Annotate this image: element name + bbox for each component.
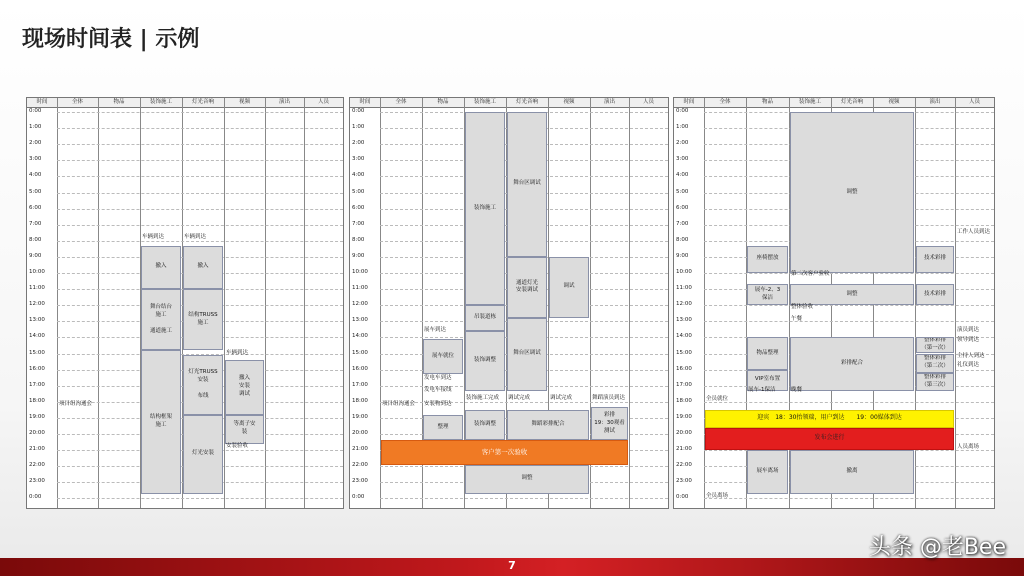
time-row-label: 19:00: [676, 413, 692, 420]
schedule-block: 撤离: [790, 450, 914, 493]
schedule-block: 等离子安 装: [225, 415, 264, 444]
schedule-block: 舞台区调试: [507, 112, 547, 257]
time-row-label: 12:00: [352, 301, 368, 308]
milestone-label: 晚餐: [791, 386, 803, 393]
column-header: 时间: [359, 99, 371, 105]
schedule-block: 彩排 19：30观看测试: [591, 407, 628, 441]
schedule-block: 舞蹈彩排配合: [507, 410, 589, 441]
time-row-label: 4:00: [352, 172, 365, 179]
schedule-block: 调整: [790, 112, 914, 273]
column-header: 全体: [395, 99, 407, 105]
milestone-label: 发电车到达: [424, 375, 452, 382]
time-row-label: 22:00: [352, 462, 368, 469]
time-row-label: 0:00: [676, 494, 689, 501]
time-row-label: 22:00: [676, 462, 692, 469]
column-header: 全体: [71, 99, 83, 105]
milestone-label: 全员离场: [706, 492, 729, 499]
column-header: 灯光音响: [515, 99, 538, 105]
time-row-label: 21:00: [676, 446, 692, 453]
milestone-label: 人员离场: [957, 444, 980, 451]
time-row-line: [57, 144, 343, 145]
time-row-label: 12:00: [676, 301, 692, 308]
time-row-label: 4:00: [676, 172, 689, 179]
schedule-block: 展车离场: [747, 450, 788, 493]
milestone-label: 安装物到达: [424, 401, 452, 408]
time-row-label: 12:00: [29, 301, 45, 308]
page-number: 7: [508, 559, 516, 572]
time-row-label: 0:00: [352, 494, 365, 501]
milestone-label: 工作人员到达: [957, 228, 991, 235]
time-row-line: [57, 241, 343, 242]
time-row-label: 18:00: [29, 397, 45, 404]
schedule-block: 展车就位: [423, 339, 463, 374]
time-row-label: 13:00: [676, 317, 692, 324]
time-row-label: 17:00: [29, 381, 45, 388]
column-header: 物品: [113, 99, 125, 105]
time-row-label: 7:00: [29, 220, 42, 227]
milestone-label: 展车到达: [424, 326, 447, 333]
schedule-block: 座椅摆放: [747, 246, 788, 273]
time-row-label: 6:00: [676, 204, 689, 211]
milestone-label: 全员就位: [706, 396, 729, 403]
time-row-label: 5:00: [29, 188, 42, 195]
schedule-block: 调整: [465, 465, 589, 494]
time-row-label: 16:00: [29, 365, 45, 372]
column-header: 人员: [968, 99, 980, 105]
time-row-label: 15:00: [352, 349, 368, 356]
time-row-label: 0:00: [352, 108, 365, 114]
time-row-label: 1:00: [29, 124, 42, 131]
time-row-label: 15:00: [676, 349, 692, 356]
time-row-line: [704, 305, 994, 306]
time-row-line: [57, 176, 343, 177]
time-row-label: 3:00: [29, 156, 42, 163]
milestone-label: 整体验收: [791, 304, 814, 311]
time-row-label: 10:00: [676, 269, 692, 275]
schedule-block: 迎宾 18：30抬领瑞，用户到达 19：00媒体到达: [705, 410, 954, 428]
milestone-label: 主持人到达: [957, 352, 985, 359]
time-row-label: 16:00: [676, 365, 692, 372]
time-row-line: [57, 225, 343, 226]
schedule-block: VIP室布置: [747, 370, 788, 391]
time-row-line: [57, 160, 343, 161]
column-header: 灯光音响: [191, 99, 214, 105]
schedule-block: 舞台区调试: [507, 318, 547, 390]
time-row-label: 16:00: [352, 365, 368, 372]
time-row-label: 8:00: [29, 236, 42, 243]
time-row-label: 14:00: [352, 333, 368, 340]
schedule-block: 发布会进行: [705, 428, 954, 451]
time-row-label: 14:00: [676, 333, 692, 340]
time-row-label: 20:00: [676, 430, 692, 436]
schedule-block: 客户第一次验收: [381, 440, 628, 464]
milestone-label: 展车-1保洁: [748, 386, 776, 393]
column-header: 时间: [683, 99, 695, 105]
time-row-label: 9:00: [676, 252, 689, 259]
schedule-block: 物品整理: [747, 337, 788, 369]
milestone-label: 车辆到达: [142, 233, 165, 240]
column-header: 物品: [761, 99, 773, 105]
schedule-block: 撤入: [141, 246, 181, 289]
time-row-label: 8:00: [352, 236, 365, 243]
time-row-line: [57, 193, 343, 194]
schedule-block: 结构TRUSS 施工: [183, 289, 223, 350]
schedule-block: 灯光安装: [183, 415, 223, 494]
time-row-label: 20:00: [29, 430, 45, 436]
schedule-block: 装饰施工: [465, 112, 505, 305]
schedule-block: 舞台结台 施工 通道施工: [141, 289, 181, 350]
time-row-label: 17:00: [676, 381, 692, 388]
time-row-label: 19:00: [352, 413, 368, 420]
time-row-label: 22:00: [29, 462, 45, 469]
time-row-line: [57, 112, 343, 113]
time-row-label: 9:00: [352, 252, 365, 259]
column-header: 演出: [929, 99, 941, 105]
column-header: 人员: [642, 99, 654, 105]
time-row-label: 11:00: [352, 285, 368, 292]
time-row-label: 0:00: [676, 108, 689, 114]
schedule-block: 展车-2、3 保洁: [747, 284, 788, 305]
schedule-block: 装饰调整: [465, 410, 505, 441]
time-row-label: 18:00: [352, 397, 368, 404]
time-row-label: 15:00: [29, 349, 45, 356]
milestone-label: 调试完成: [508, 394, 531, 401]
schedule-block: 整体彩排 （第二次）: [916, 354, 954, 373]
time-row-label: 1:00: [676, 124, 689, 131]
time-row-label: 10:00: [352, 269, 368, 275]
milestone-label: 车辆到达: [184, 233, 207, 240]
time-row-label: 19:00: [29, 413, 45, 420]
schedule-block: 吊装道栋: [465, 305, 505, 331]
time-row-label: 3:00: [676, 156, 689, 163]
schedule-block: 结构框架 施工: [141, 350, 181, 493]
time-row-label: 13:00: [352, 317, 368, 324]
time-row-label: 18:00: [676, 397, 692, 404]
time-row-line: [704, 402, 994, 403]
column-header: 演出: [278, 99, 290, 105]
column-header: 灯光音响: [840, 99, 863, 105]
column-header: 物品: [437, 99, 449, 105]
time-row-line: [57, 128, 343, 129]
time-row-label: 2:00: [29, 140, 42, 147]
schedule-panel-2: [349, 97, 669, 509]
time-row-label: 21:00: [352, 446, 368, 453]
milestone-label: 装饰施工完成: [466, 394, 500, 401]
schedule-block: 技术彩排: [916, 246, 954, 273]
time-row-label: 7:00: [676, 220, 689, 227]
time-row-label: 1:00: [352, 124, 365, 131]
time-row-line: [57, 209, 343, 210]
schedule-block: 撤入 安装 调试: [225, 360, 264, 415]
column-header: 装饰施工: [149, 99, 172, 105]
time-row-label: 23:00: [676, 478, 692, 485]
time-row-label: 7:00: [352, 220, 365, 227]
milestone-label: 舞蹈演员到达: [592, 394, 626, 401]
column-header: 视频: [888, 99, 900, 105]
time-row-label: 20:00: [352, 430, 368, 436]
column-header: 视频: [563, 99, 575, 105]
time-row-label: 11:00: [29, 285, 45, 292]
page-title: 现场时间表 | 示例: [22, 27, 200, 52]
milestone-label: 调试完成: [550, 394, 573, 401]
schedule-block: 调整: [790, 284, 914, 305]
column-header: 全体: [719, 99, 731, 105]
time-row-line: [380, 498, 668, 499]
time-row-label: 4:00: [29, 172, 42, 179]
time-row-label: 5:00: [352, 188, 365, 195]
milestone-label: 项目组沟通会: [59, 401, 93, 408]
column-header: 人员: [317, 99, 329, 105]
time-row-line: [704, 273, 994, 274]
schedule-block: 彩排配合: [790, 337, 914, 390]
time-row-line: [704, 321, 994, 322]
watermark: 头条 @老Bee: [868, 535, 1006, 560]
schedule-panel-3: [673, 97, 995, 509]
milestone-label: 领导到达: [957, 336, 980, 343]
schedule-block: 技术彩排: [916, 284, 954, 305]
column-header-row: [350, 98, 668, 108]
schedule-block: 装饰调整: [465, 331, 505, 391]
time-row-label: 2:00: [352, 140, 365, 147]
time-row-label: 21:00: [29, 446, 45, 453]
column-header: 装饰施工: [473, 99, 496, 105]
column-header-row: [27, 98, 343, 108]
time-row-label: 17:00: [352, 381, 368, 388]
schedule-block: 调试: [549, 257, 589, 318]
time-row-line: [57, 498, 343, 499]
milestone-label: 午餐: [791, 315, 803, 322]
schedule-block: 灯光TRUSS 安装 布线: [183, 355, 223, 415]
schedule-block: 通道灯光 安装调试: [507, 257, 547, 318]
column-header: 装饰施工: [798, 99, 821, 105]
column-header: 演出: [603, 99, 615, 105]
time-row-label: 9:00: [29, 252, 42, 259]
time-row-label: 6:00: [29, 204, 42, 211]
schedule-block: 整体彩排 （第一次）: [916, 337, 954, 353]
milestone-label: 车辆到达: [226, 349, 249, 356]
milestone-label: 安装验收: [226, 442, 249, 449]
schedule-block: 撤入: [183, 246, 223, 289]
schedule-block: 整理: [423, 415, 463, 441]
time-row-label: 23:00: [352, 478, 368, 485]
time-row-label: 3:00: [352, 156, 365, 163]
time-row-label: 8:00: [676, 236, 689, 243]
time-row-label: 13:00: [29, 317, 45, 324]
time-row-label: 0:00: [29, 108, 42, 114]
milestone-label: 项目组沟通会: [382, 401, 416, 408]
time-row-label: 10:00: [29, 269, 45, 275]
time-row-label: 2:00: [676, 140, 689, 147]
time-row-label: 23:00: [29, 478, 45, 485]
time-row-label: 0:00: [29, 494, 42, 501]
column-header: 时间: [36, 99, 48, 105]
milestone-label: 第二次客户验收: [791, 270, 830, 277]
time-row-label: 14:00: [29, 333, 45, 340]
schedule-block: 整体彩排 （第三次）: [916, 373, 954, 391]
schedule-panel-1: [26, 97, 344, 509]
time-row-label: 6:00: [352, 204, 365, 211]
column-header: 视频: [238, 99, 250, 105]
milestone-label: 演员到达: [957, 326, 980, 333]
time-row-label: 11:00: [676, 285, 692, 292]
column-header-row: [674, 98, 994, 108]
milestone-label: 礼仪到达: [957, 362, 980, 369]
time-row-line: [704, 498, 994, 499]
milestone-label: 发电车接线: [424, 386, 452, 393]
time-row-label: 5:00: [676, 188, 689, 195]
